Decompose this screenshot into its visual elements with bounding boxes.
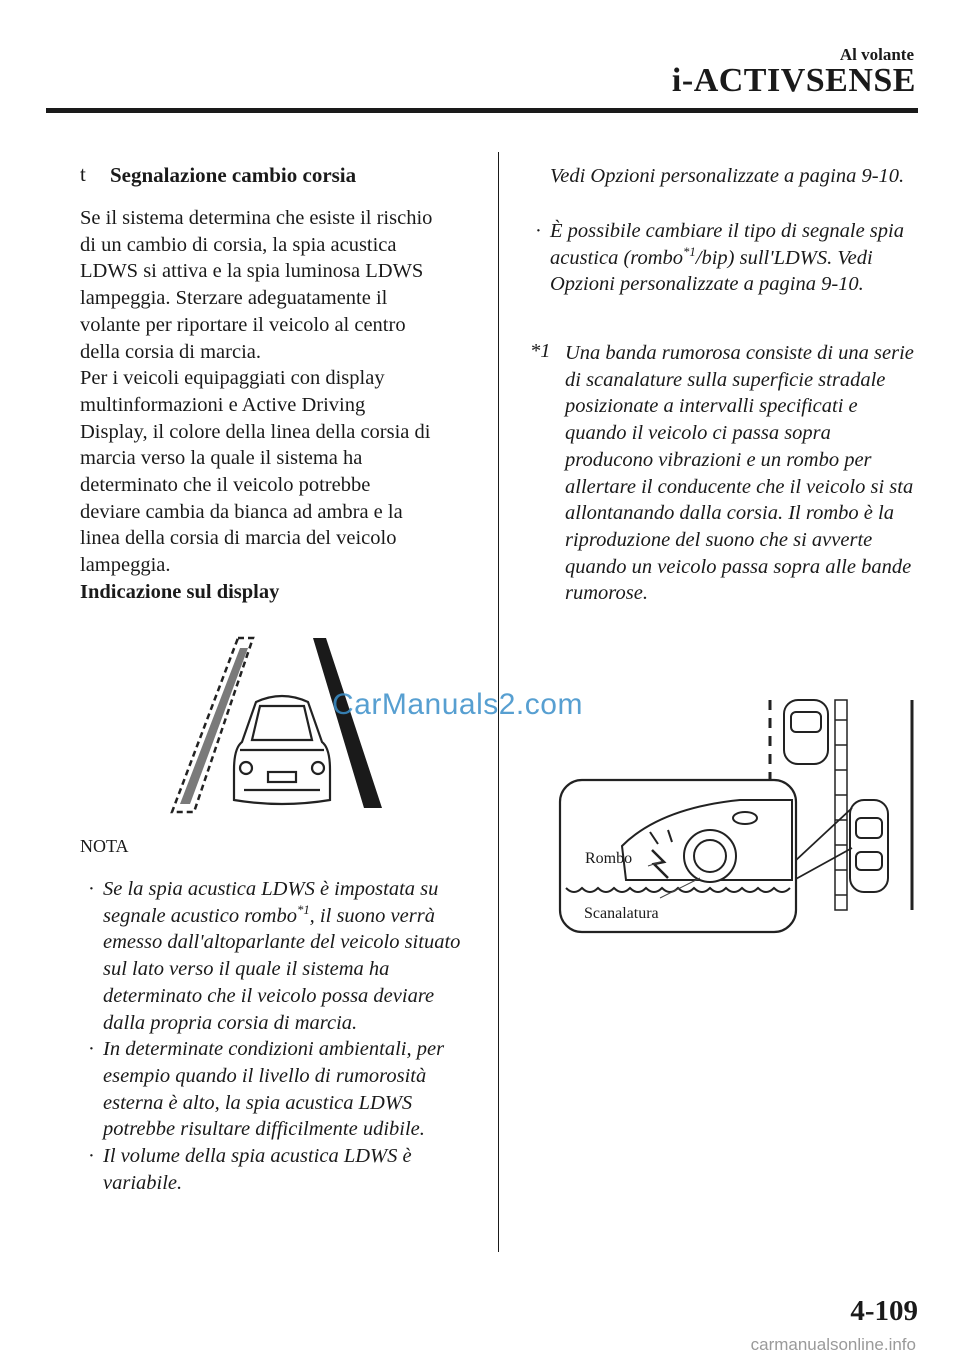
body-line: lampeggia. Sterzare adeguatamente il — [80, 287, 388, 310]
lane-display-illustration — [172, 638, 382, 812]
body-line: Se il sistema determina che esiste il rischio — [80, 207, 433, 229]
vehicle-rear-icon — [234, 696, 330, 804]
note-item — [80, 876, 480, 1036]
right-bullet-list — [527, 218, 912, 298]
footnote-text: Una banda rumorosa consiste di una serie di scanalature sulla superficie stradale posizionate a intervalli specificati e quando il veicolo ci passa sopra producono vibrazioni e un rombo per allertare il conducente che il veicolo si sta allontanando dalla corsia. Il rombo è la riproduzione del suono che si avverte quando un veicolo passa sopra alle bande rumorose. — [565, 342, 914, 605]
header-section: Al volante — [839, 45, 914, 64]
body-line: linea della corsia di marcia del veicolo — [80, 527, 397, 550]
note-item — [80, 1143, 480, 1196]
note-item — [80, 1036, 480, 1143]
note-text-tail: , il suono verrà emesso dall'altoparlante del veicolo situato sul lato verso il quale il sistema ha determinato che il veicolo possa deviare dalla propria corsia di marcia. — [103, 904, 461, 1034]
scanalatura-label: Scanalatura — [584, 905, 659, 922]
nota-label: NOTA — [80, 836, 129, 856]
body-line: di un cambio di corsia, la spia acustica — [80, 233, 397, 256]
body-line: Per i veicoli equipaggiati con display — [80, 367, 385, 390]
continuation-text: Vedi Opzioni personalizzate a pagina 9-10. — [550, 165, 905, 187]
body-line: multinformazioni e Active Driving — [80, 393, 366, 416]
watermark: CarManuals2.com — [332, 688, 583, 721]
right-bullet-item — [527, 218, 912, 298]
footer-mark: carmanualsonline.info — [750, 1335, 916, 1354]
bullet-icon: · — [88, 1038, 95, 1061]
bullet-icon: · — [535, 220, 542, 242]
body-line: determinato che il veicolo potrebbe — [80, 474, 371, 497]
section-title: Segnalazione cambio corsia — [110, 163, 357, 187]
note-text: Il volume della spia acustica LDWS è variabile. — [103, 1145, 412, 1194]
body-line: volante per riportare il veicolo al centro — [80, 313, 406, 336]
bullet-icon: · — [88, 1145, 95, 1168]
vehicle-top-icon-1 — [784, 700, 828, 764]
footnote-ref: *1 — [296, 902, 310, 917]
note-text: In determinate condizioni ambientali, per esempio quando il livello di rumorosità esterna è alto, la spia acustica LDWS potrebbe risultare difficilmente udibile. — [103, 1038, 445, 1141]
page-number: 4-109 — [850, 1295, 918, 1327]
body-line: Display, il colore della linea della corsia di — [80, 420, 431, 443]
footnote-marker: *1 — [530, 340, 551, 362]
right-bullet-tail: /bip) sull'LDWS. Vedi Opzioni personalizzate a pagina 9-10. — [550, 246, 873, 296]
header-chapter: i-ACTIVSENSE — [671, 62, 916, 99]
section-marker: t — [80, 162, 86, 186]
body-line: deviare cambia da bianca ad ambra e la — [80, 500, 403, 523]
bullet-icon: · — [88, 878, 95, 900]
rombo-label: Rombo — [585, 850, 633, 867]
note-text: Se la spia acustica LDWS è impostata su segnale acustico rombo — [103, 878, 439, 927]
right-bullet-text: È possibile cambiare il tipo di segnale spia acustica (rombo — [550, 220, 904, 269]
body-line: marcia verso la quale il sistema ha — [80, 447, 363, 470]
display-heading: Indicazione sul display — [80, 581, 280, 603]
note-list — [80, 876, 480, 1196]
footnote-ref: *1 — [683, 244, 696, 259]
body-line: LDWS si attiva e la spia luminosa LDWS — [80, 260, 424, 283]
body-line: lampeggia. — [80, 554, 171, 577]
body-line: della corsia di marcia. — [80, 340, 261, 363]
rumble-strip-illustration — [560, 700, 912, 932]
vehicle-top-icon-2 — [850, 800, 888, 892]
